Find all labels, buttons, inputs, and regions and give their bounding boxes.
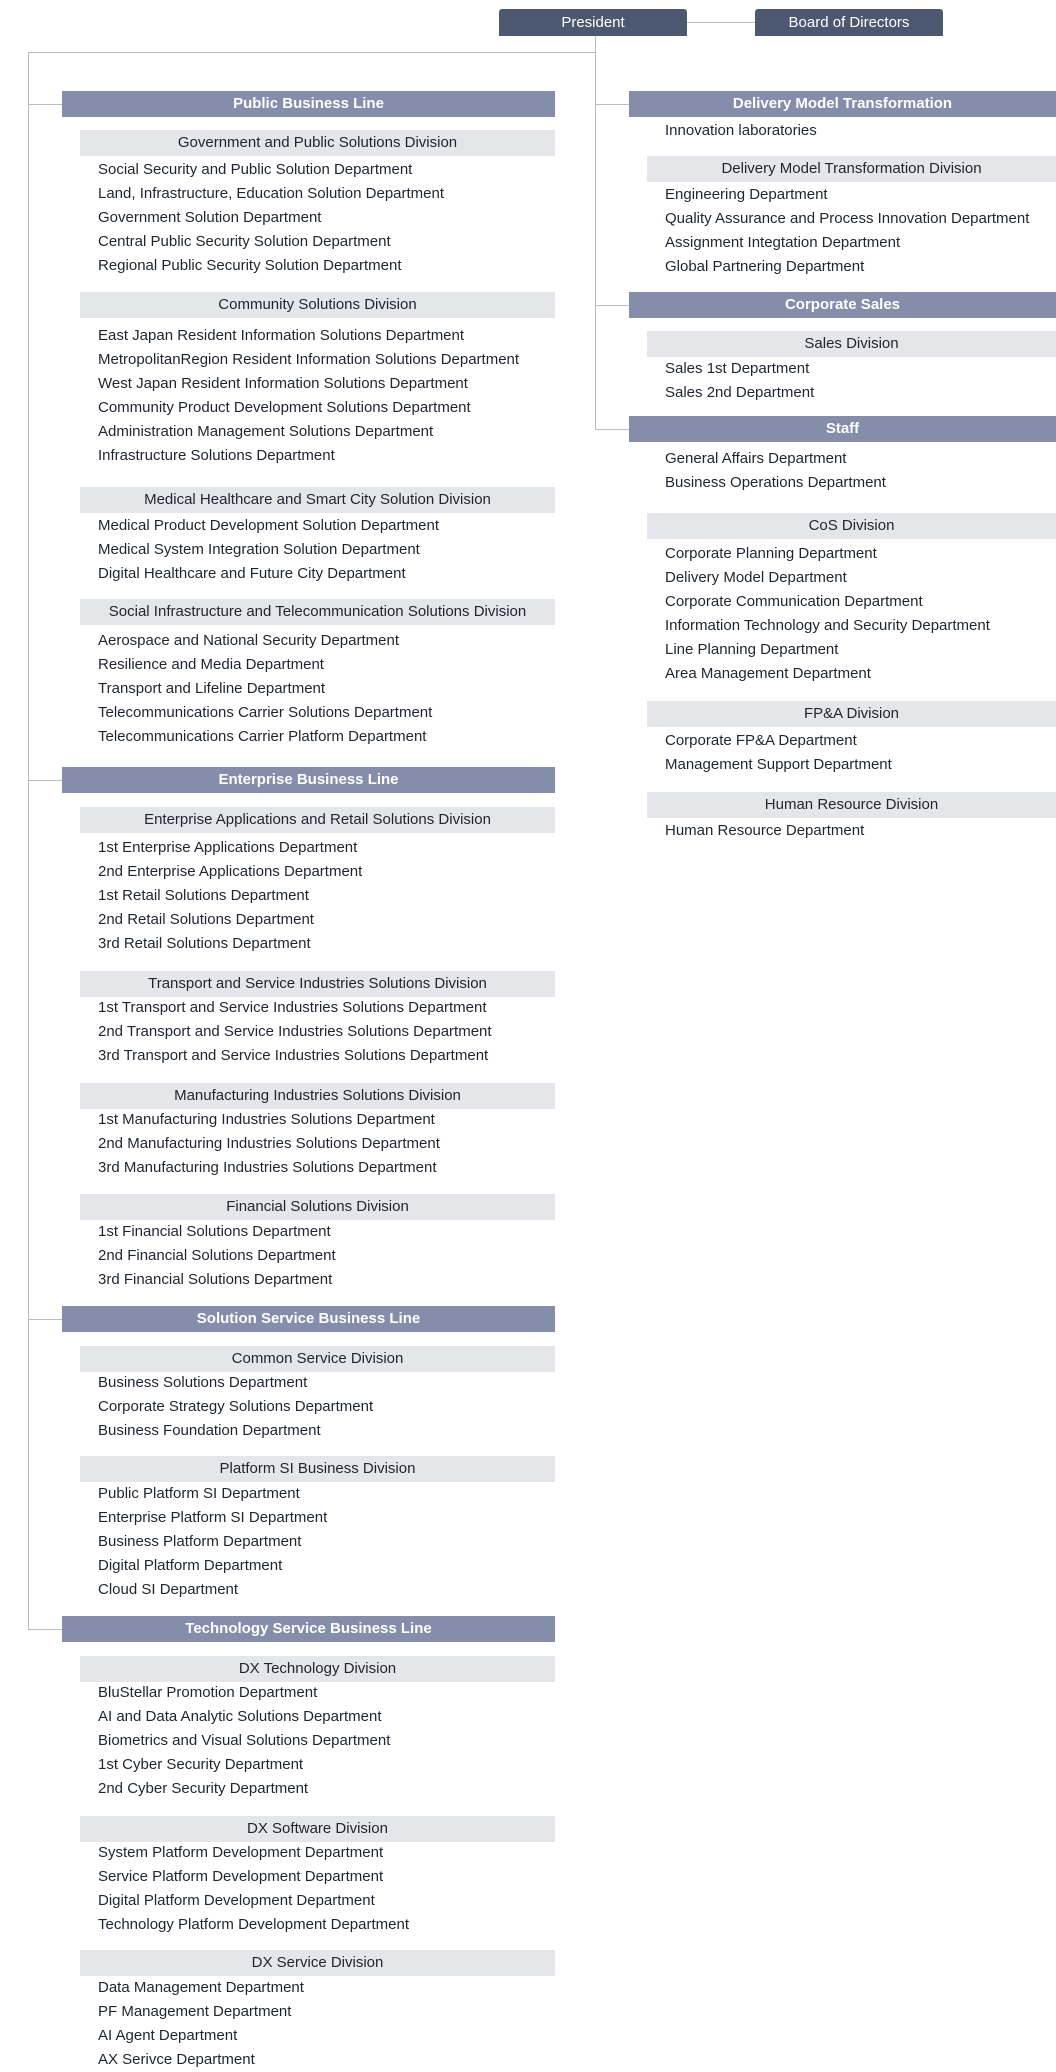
- department-item: Innovation laboratories: [665, 122, 817, 139]
- department-item: Public Platform SI Department: [98, 1485, 300, 1502]
- department-item: Corporate Planning Department: [665, 545, 877, 562]
- department-item: 1st Enterprise Applications Department: [98, 839, 358, 856]
- department-item: Engineering Department: [665, 186, 828, 203]
- dx-software-division-header: DX Software Division: [80, 1816, 555, 1842]
- department-item: 2nd Manufacturing Industries Solutions Department: [98, 1135, 440, 1152]
- department-item: Quality Assurance and Process Innovation Department: [665, 210, 1030, 227]
- department-item: Business Solutions Department: [98, 1374, 308, 1391]
- department-item: Resilience and Media Department: [98, 656, 324, 673]
- department-item: System Platform Development Department: [98, 1844, 384, 1861]
- department-item: 2nd Transport and Service Industries Solutions Department: [98, 1023, 492, 1040]
- department-item: AI Agent Department: [98, 2027, 238, 2044]
- department-item: Corporate Strategy Solutions Department: [98, 1398, 374, 1415]
- branch-delivery: [595, 104, 629, 105]
- department-item: Corporate Communication Department: [665, 593, 923, 610]
- branch-staff: [595, 429, 629, 430]
- branch-technology: [28, 1629, 62, 1630]
- connector-left-trunk: [28, 52, 29, 1630]
- delivery-model-division-header: Delivery Model Transformation Division: [647, 156, 1056, 182]
- sales-division-header: Sales Division: [647, 331, 1056, 357]
- medical-division-header: Medical Healthcare and Smart City Solution Division: [80, 487, 555, 513]
- dx-technology-division-header: DX Technology Division: [80, 1656, 555, 1682]
- financial-division-header: Financial Solutions Division: [80, 1194, 555, 1220]
- department-item: Management Support Department: [665, 756, 892, 773]
- department-item: Business Operations Department: [665, 474, 886, 491]
- department-item: Sales 2nd Department: [665, 384, 815, 401]
- department-item: 1st Retail Solutions Department: [98, 887, 309, 904]
- department-item: PF Management Department: [98, 2003, 292, 2020]
- manufacturing-division-header: Manufacturing Industries Solutions Division: [80, 1083, 555, 1109]
- department-item: Cloud SI Department: [98, 1581, 239, 1598]
- department-item: Human Resource Department: [665, 822, 865, 839]
- branch-solution: [28, 1319, 62, 1320]
- department-item: 3rd Retail Solutions Department: [98, 935, 311, 952]
- department-item: 1st Manufacturing Industries Solutions Department: [98, 1111, 435, 1128]
- department-item: Business Platform Department: [98, 1533, 302, 1550]
- department-item: Technology Platform Development Department: [98, 1916, 409, 1933]
- department-item: Transport and Lifeline Department: [98, 680, 326, 697]
- department-item: Global Partnering Department: [665, 258, 865, 275]
- department-item: 1st Financial Solutions Department: [98, 1223, 331, 1240]
- department-item: Government Solution Department: [98, 209, 322, 226]
- department-item: 2nd Retail Solutions Department: [98, 911, 314, 928]
- department-item: Information Technology and Security Department: [665, 617, 990, 634]
- department-item: Central Public Security Solution Department: [98, 233, 391, 250]
- platform-si-division-header: Platform SI Business Division: [80, 1456, 555, 1482]
- department-item: 3rd Financial Solutions Department: [98, 1271, 333, 1288]
- board-of-directors-box: Board of Directors: [755, 9, 943, 36]
- president-box: President: [499, 9, 687, 36]
- department-item: Business Foundation Department: [98, 1422, 321, 1439]
- department-item: Regional Public Security Solution Department: [98, 257, 402, 274]
- department-item: Administration Management Solutions Department: [98, 423, 434, 440]
- department-item: Enterprise Platform SI Department: [98, 1509, 328, 1526]
- department-item: General Affairs Department: [665, 450, 847, 467]
- department-item: Digital Platform Department: [98, 1557, 283, 1574]
- department-item: 2nd Enterprise Applications Department: [98, 863, 363, 880]
- department-item: AI and Data Analytic Solutions Department: [98, 1708, 382, 1725]
- department-item: Delivery Model Department: [665, 569, 847, 586]
- department-item: Telecommunications Carrier Solutions Department: [98, 704, 433, 721]
- department-item: Area Management Department: [665, 665, 871, 682]
- department-item: 2nd Financial Solutions Department: [98, 1247, 336, 1264]
- connector-president-board: [687, 22, 755, 23]
- department-item: Infrastructure Solutions Department: [98, 447, 335, 464]
- department-item: Telecommunications Carrier Platform Department: [98, 728, 427, 745]
- corporate-sales-header: Corporate Sales: [629, 292, 1056, 318]
- enterprise-applications-division-header: Enterprise Applications and Retail Solutions Division: [80, 807, 555, 833]
- department-item: Medical System Integration Solution Department: [98, 541, 420, 558]
- transport-service-division-header: Transport and Service Industries Solutions Division: [80, 971, 555, 997]
- dx-service-division-header: DX Service Division: [80, 1950, 555, 1976]
- department-item: BluStellar Promotion Department: [98, 1684, 318, 1701]
- department-item: Service Platform Development Department: [98, 1868, 384, 1885]
- department-item: 3rd Transport and Service Industries Solutions Department: [98, 1047, 489, 1064]
- common-service-division-header: Common Service Division: [80, 1346, 555, 1372]
- department-item: 1st Cyber Security Department: [98, 1756, 304, 1773]
- public-business-line-header: Public Business Line: [62, 91, 555, 117]
- department-item: Biometrics and Visual Solutions Department: [98, 1732, 391, 1749]
- government-public-division-header: Government and Public Solutions Division: [80, 130, 555, 156]
- department-item: 1st Transport and Service Industries Solutions Department: [98, 999, 487, 1016]
- cos-division-header: CoS Division: [647, 513, 1056, 539]
- department-item: Land, Infrastructure, Education Solution Department: [98, 185, 445, 202]
- department-item: Community Product Development Solutions Department: [98, 399, 471, 416]
- connector-president-down: [595, 36, 596, 53]
- social-infrastructure-division-header: Social Infrastructure and Telecommunication Solutions Division: [80, 599, 555, 625]
- solution-service-business-line-header: Solution Service Business Line: [62, 1306, 555, 1332]
- department-item: Corporate FP&A Department: [665, 732, 857, 749]
- staff-header: Staff: [629, 416, 1056, 442]
- enterprise-business-line-header: Enterprise Business Line: [62, 767, 555, 793]
- department-item: Line Planning Department: [665, 641, 839, 658]
- community-division-header: Community Solutions Division: [80, 292, 555, 318]
- delivery-model-transformation-header: Delivery Model Transformation: [629, 91, 1056, 117]
- branch-public: [28, 104, 62, 105]
- department-item: Sales 1st Department: [665, 360, 810, 377]
- department-item: 2nd Cyber Security Department: [98, 1780, 309, 1797]
- branch-enterprise: [28, 780, 62, 781]
- department-item: Social Security and Public Solution Department: [98, 161, 413, 178]
- department-item: Medical Product Development Solution Department: [98, 517, 440, 534]
- department-item: Digital Platform Development Department: [98, 1892, 375, 1909]
- fpa-division-header: FP&A Division: [647, 701, 1056, 727]
- technology-service-business-line-header: Technology Service Business Line: [62, 1616, 555, 1642]
- department-item: East Japan Resident Information Solutions Department: [98, 327, 465, 344]
- department-item: Aerospace and National Security Department: [98, 632, 399, 649]
- connector-left-horizontal: [28, 52, 596, 53]
- human-resource-division-header: Human Resource Division: [647, 792, 1056, 818]
- department-item: Digital Healthcare and Future City Department: [98, 565, 406, 582]
- department-item: AX Serivce Department: [98, 2051, 255, 2068]
- department-item: West Japan Resident Information Solutions Department: [98, 375, 468, 392]
- department-item: Assignment Integtation Department: [665, 234, 901, 251]
- department-item: 3rd Manufacturing Industries Solutions Department: [98, 1159, 437, 1176]
- connector-right-trunk: [595, 52, 596, 429]
- department-item: Data Management Department: [98, 1979, 304, 1996]
- department-item: MetropolitanRegion Resident Information Solutions Department: [98, 351, 520, 368]
- branch-sales: [595, 305, 629, 306]
